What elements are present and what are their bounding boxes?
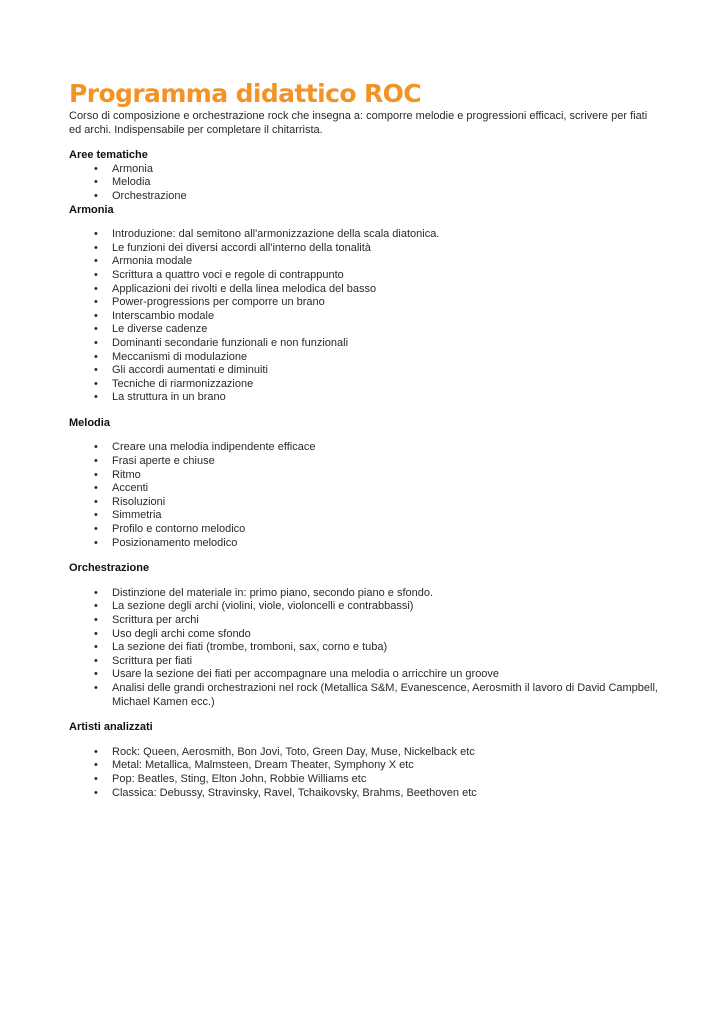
list-item-text: Orchestrazione xyxy=(112,189,187,202)
list-item-text: Power-progressions per comporre un brano xyxy=(112,296,325,309)
list-item-text: Le diverse cadenze xyxy=(112,323,208,336)
bullet-glyph: • xyxy=(94,668,98,681)
list-item-text: Distinzione del materiale in: primo piano, secondo piano e sfondo. xyxy=(112,586,434,599)
list-item-text: Rock: Queen, Aerosmith, Bon Jovi, Toto, Green Day, Muse, Nickelback etc xyxy=(112,745,475,758)
list-item xyxy=(69,655,659,669)
list-item xyxy=(69,351,659,365)
bullet-glyph: • xyxy=(94,468,98,481)
list-item xyxy=(69,509,659,523)
list-item-text: Creare una melodia indipendente efficace xyxy=(112,441,316,454)
section-heading: Armonia xyxy=(69,203,114,216)
list-item-text: La struttura in un brano xyxy=(112,391,226,404)
bullet-glyph: • xyxy=(94,600,98,613)
bullet-glyph: • xyxy=(94,482,98,495)
bullet-list xyxy=(69,587,659,709)
list-item xyxy=(69,668,659,682)
bullet-glyph: • xyxy=(94,162,98,175)
bullet-glyph: • xyxy=(94,228,98,241)
list-item-text: Posizionamento melodico xyxy=(112,536,238,549)
list-item-text: Scrittura a quattro voci e regole di contrappunto xyxy=(112,268,344,281)
list-item-text: Ritmo xyxy=(112,468,141,481)
list-item-text: Armonia xyxy=(112,162,153,175)
list-item-text: Scrittura per archi xyxy=(112,614,199,626)
list-item xyxy=(69,455,659,469)
list-item-text: Analisi delle grandi orchestrazioni nel rock (Metallica S&M, Evanescence, Aerosmith il lavoro di David Campbell, Michael Kamen ecc.) xyxy=(112,681,658,708)
list-item xyxy=(69,337,659,351)
section-heading: Melodia xyxy=(69,416,110,429)
list-item xyxy=(69,641,659,655)
list-item-text: La sezione degli archi (violini, viole, violoncelli e contrabbassi) xyxy=(112,600,414,613)
section-aree-tematiche xyxy=(69,149,659,203)
bullet-glyph: • xyxy=(94,772,98,785)
bullet-glyph: • xyxy=(94,391,98,404)
list-item xyxy=(69,496,659,510)
list-item-text: Melodia xyxy=(112,176,151,189)
list-item xyxy=(69,364,659,378)
bullet-glyph: • xyxy=(94,377,98,390)
list-item-text: Dominanti secondarie funzionali e non funzionali xyxy=(112,336,349,349)
list-item xyxy=(69,176,659,190)
section-artisti-analizzati xyxy=(69,721,659,800)
list-item xyxy=(69,242,659,256)
bullet-glyph: • xyxy=(94,241,98,254)
bullet-glyph: • xyxy=(94,654,98,667)
bullet-glyph: • xyxy=(94,786,98,799)
bullet-glyph: • xyxy=(94,586,98,599)
list-item xyxy=(69,628,659,642)
list-item-text: Uso degli archi come sfondo xyxy=(112,627,251,640)
bullet-glyph: • xyxy=(94,336,98,349)
list-item-text: Risoluzioni xyxy=(112,495,166,508)
list-item-text: Introduzione: dal semitono all'armonizzazione della scala diatonica. xyxy=(112,228,440,241)
section-heading: Orchestrazione xyxy=(69,562,150,575)
section-armonia xyxy=(69,204,659,405)
bullet-glyph: • xyxy=(94,282,98,295)
list-item xyxy=(69,746,659,760)
list-item xyxy=(69,228,659,242)
section-heading: Aree tematiche xyxy=(69,149,148,162)
list-item xyxy=(69,296,659,310)
bullet-glyph: • xyxy=(94,364,98,377)
section-melodia xyxy=(69,417,659,550)
list-item xyxy=(69,310,659,324)
list-item xyxy=(69,378,659,392)
list-item xyxy=(69,163,659,177)
bullet-glyph: • xyxy=(94,350,98,363)
list-item xyxy=(69,537,659,551)
list-item xyxy=(69,391,659,405)
document-intro: Corso di composizione e orchestrazione rock che insegna a: comporre melodie e progressioni efficaci, scrivere per fiati ed archi. Indispensabile per completare il chitarrista. xyxy=(69,110,648,136)
bullet-glyph: • xyxy=(94,681,98,694)
list-item-text: Le funzioni dei diversi accordi all'interno della tonalità xyxy=(112,241,371,254)
bullet-glyph: • xyxy=(94,495,98,508)
list-item xyxy=(69,773,659,787)
list-item-text: Classica: Debussy, Stravinsky, Ravel, Tchaikovsky, Brahms, Beethoven etc xyxy=(112,786,477,799)
list-item-text: Meccanismi di modulazione xyxy=(112,350,248,363)
list-item-text: Armonia modale xyxy=(112,255,193,268)
list-item xyxy=(69,323,659,337)
list-item-text: Profilo e contorno melodico xyxy=(112,523,246,536)
list-item xyxy=(69,682,659,709)
bullet-glyph: • xyxy=(94,455,98,468)
list-item-text: Simmetria xyxy=(112,509,162,522)
bullet-glyph: • xyxy=(94,745,98,758)
list-item xyxy=(69,614,659,628)
document-title: Programma didattico ROC xyxy=(69,79,422,108)
list-item-text: La sezione dei fiati (trombe, tromboni, sax, corno e tuba) xyxy=(112,641,388,654)
list-item xyxy=(69,759,659,773)
list-item xyxy=(69,523,659,537)
list-item-text: Gli accordi aumentati e diminuiti xyxy=(112,364,268,377)
bullet-list xyxy=(69,441,659,550)
list-item-text: Applicazioni dei rivolti e della linea melodica del basso xyxy=(112,282,377,295)
list-item-text: Accenti xyxy=(112,482,149,495)
list-item xyxy=(69,787,659,801)
list-item xyxy=(69,441,659,455)
bullet-glyph: • xyxy=(94,536,98,549)
list-item-text: Interscambio modale xyxy=(112,309,215,322)
list-item-text: Scrittura per fiati xyxy=(112,654,193,667)
bullet-glyph: • xyxy=(94,441,98,454)
bullet-glyph: • xyxy=(94,614,98,626)
bullet-glyph: • xyxy=(94,255,98,268)
bullet-list xyxy=(69,746,659,800)
bullet-glyph: • xyxy=(94,189,98,202)
list-item-text: Frasi aperte e chiuse xyxy=(112,455,215,468)
document-content xyxy=(69,78,659,800)
bullet-glyph: • xyxy=(94,296,98,309)
list-item-text: Tecniche di riarmonizzazione xyxy=(112,377,254,390)
list-item xyxy=(69,482,659,496)
bullet-glyph: • xyxy=(94,627,98,640)
list-item xyxy=(69,283,659,297)
bullet-glyph: • xyxy=(94,176,98,189)
section-heading: Artisti analizzati xyxy=(69,721,153,734)
bullet-glyph: • xyxy=(94,323,98,336)
bullet-glyph: • xyxy=(94,759,98,772)
bullet-list xyxy=(69,228,659,405)
list-item xyxy=(69,190,659,204)
bullet-glyph: • xyxy=(94,523,98,536)
list-item xyxy=(69,587,659,601)
list-item xyxy=(69,469,659,483)
bullet-list xyxy=(69,163,659,204)
bullet-glyph: • xyxy=(94,309,98,322)
list-item-text: Pop: Beatles, Sting, Elton John, Robbie Williams etc xyxy=(112,772,367,785)
section-orchestrazione xyxy=(69,562,659,709)
list-item xyxy=(69,600,659,614)
list-item-text: Metal: Metallica, Malmsteen, Dream Theater, Symphony X etc xyxy=(112,759,414,772)
bullet-glyph: • xyxy=(94,509,98,522)
list-item xyxy=(69,269,659,283)
list-item xyxy=(69,255,659,269)
list-item-text: Usare la sezione dei fiati per accompagnare una melodia o arricchire un groove xyxy=(112,668,500,681)
bullet-glyph: • xyxy=(94,641,98,654)
bullet-glyph: • xyxy=(94,268,98,281)
